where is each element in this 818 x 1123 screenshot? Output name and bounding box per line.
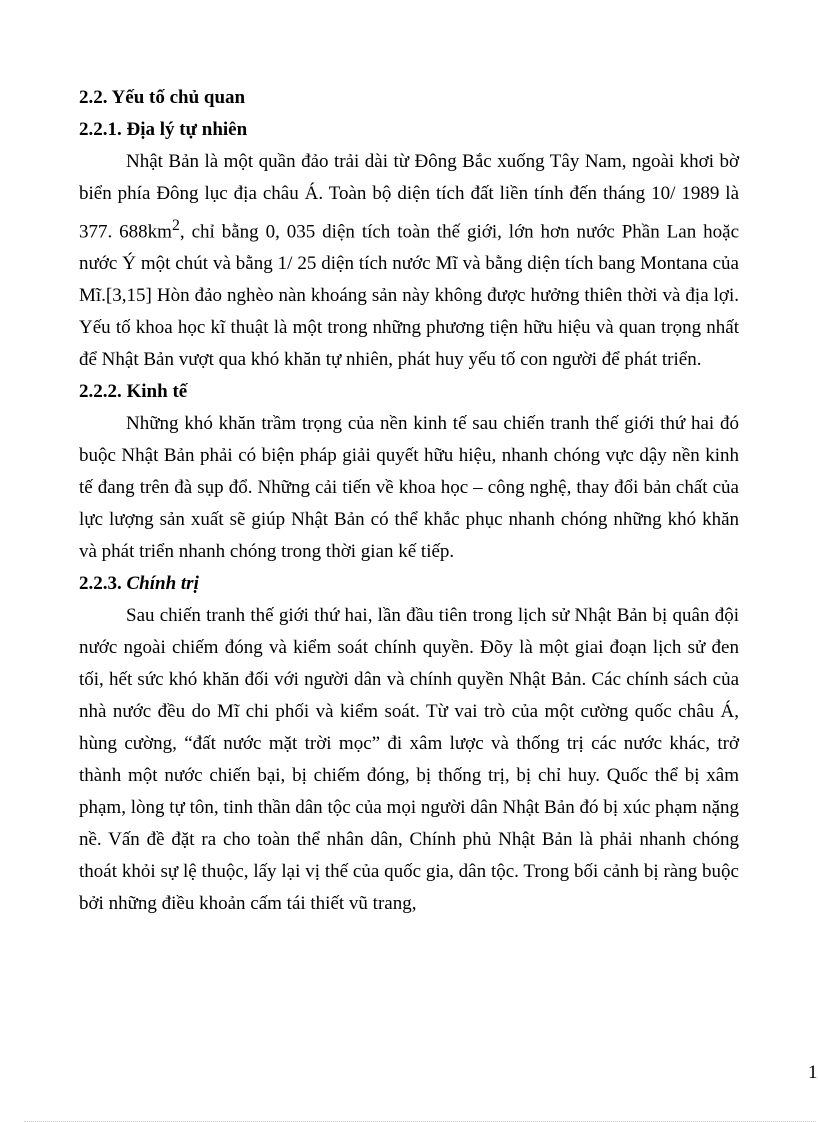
paragraph-economy: Những khó khăn trầm trọng của nền kinh tế sau chiến tranh thế giới thứ hai đó buộc Nhật Bản phải có biện pháp giải quyết hữu hiệu, nhanh chóng vực dậy nền kinh tế đang trên đà sụp đổ. Những cải tiến về khoa học – công nghệ, thay đổi bản chất của lực lượng sản xuất sẽ giúp Nhật Bản có thể khắc phục nhanh chóng những khó khăn và phát triển nhanh chóng trong thời gian kế tiếp. <box>79 413 739 563</box>
paragraph-geography-text-a: Nhật Bản là một quần đảo trải dài từ Đông Bắc xuống Tây Nam, ngoài khơi bờ biển phía Đông lục địa châu Á. Toàn bộ diện tích đất liền tính đến tháng 10/ 1989 là 377. 688km <box>79 151 739 243</box>
subsection-heading-politics-number: 2.2.3. <box>79 573 122 595</box>
paragraph-geography <box>79 146 739 376</box>
subsection-heading-economy: 2.2.2. Kinh tế <box>79 381 188 403</box>
subsection-heading-politics <box>79 568 739 600</box>
paragraph-politics: Sau chiến tranh thế giới thứ hai, lần đầu tiên trong lịch sử Nhật Bản bị quân đội nước ngoài chiếm đóng và kiểm soát chính quyền. Đõy là một giai đoạn lịch sử đen tối, hết sức khó khăn đối với người dân và chính quyền Nhật Bản. Các chính sách của nhà nước đều do Mĩ chi phối và kiểm soát. Từ vai trò của một cường quốc châu Á, hùng cường, “đất nước mặt trời mọc” đi xâm lược và thống trị các nước khác, trở thành một nước chiến bại, bị chiếm đóng, bị thống trị, bị chỉ huy. Quốc thể bị xâm phạm, lòng tự tôn, tinh thần dân tộc của mọi người dân Nhật Bản đó bị xúc phạm nặng nề. Vấn đề đặt ra cho toàn thể nhân dân, Chính phủ Nhật Bản là phải nhanh chóng thoát khỏi sự lệ thuộc, lấy lại vị thế của quốc gia, dân tộc. Trong bối cảnh bị ràng buộc bởi những điều khoản cấm tái thiết vũ trang, <box>79 605 739 915</box>
page-body <box>79 82 739 920</box>
area-unit-superscript: 2 <box>171 217 180 234</box>
section-heading: 2.2. Yếu tố chủ quan <box>79 87 246 108</box>
subsection-heading-geography: 2.2.1. Địa lý tự nhiên <box>79 119 248 140</box>
subsection-heading-politics-title: Chính trị <box>126 573 199 595</box>
page-number: 1 <box>808 1062 818 1083</box>
paragraph-geography-text-b: , chỉ bằng 0, 035 diện tích toàn thế giới, lớn hơn nước Phần Lan hoặc nước Ý một chút và bằng 1/ 25 diện tích nước Mĩ và bằng diện tích bang Montana của Mĩ.[3,15] Hòn đảo nghèo nàn khoáng sản này không được hưởng thiên thời và địa lợi. Yếu tố khoa học kĩ thuật là một trong những phương tiện hữu hiệu và quan trọng nhất để Nhật Bản vượt qua khó khăn tự nhiên, phát huy yếu tố con người để phát triển. <box>79 221 740 371</box>
footer-divider <box>24 1121 816 1122</box>
